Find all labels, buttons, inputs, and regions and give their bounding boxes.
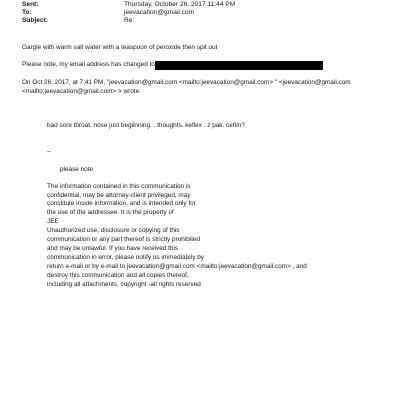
disclaimer-line: including all attachments. copyright -all rights reserved — [47, 281, 201, 288]
disclaimer-line: The information contained in this communication is — [47, 183, 191, 190]
sent-label: Sent: — [22, 1, 39, 8]
disclaimer-line: Unauthorized use, disclosure or copying of this — [47, 227, 180, 234]
signature-dashes: -- — [47, 148, 52, 155]
quote-header-line-1: On Oct 26, 2017, at 7:41 PM, "jeevacation@gmail.com <mailto:jeevacation@gmail.com> " <jeevacation@gmail.com — [22, 79, 351, 86]
sent-value: Thursday, October 26, 2017 11:44 PM — [124, 1, 236, 8]
please-note: please note — [60, 166, 94, 173]
disclaimer-line: and may be unlawful. If you have received this — [47, 245, 179, 252]
to-label: To: — [22, 9, 32, 16]
quoted-message: bad sore throat. nose just begiinning. . thoughts. keflex . z pak. ceftin? — [47, 122, 245, 129]
subject-label: Subject: — [22, 17, 49, 24]
reply-line: Gargle with warm salt water with a teaspoon of peroxide then spit out — [22, 44, 218, 51]
subject-value: Re: — [124, 17, 135, 24]
redaction-box — [155, 61, 323, 70]
disclaimer-line: communication in error, please notify us immediately by — [47, 254, 204, 261]
disclaimer-line: communication or any part thereof is strictly prohibited — [47, 236, 201, 243]
disclaimer-line: JEE — [47, 218, 59, 225]
quote-header-line-2: <mailto:jeevacation@gmail.com> > wrote: — [22, 88, 141, 95]
disclaimer-line: constitute inside information, and is intended only for — [47, 200, 196, 207]
disclaimer-line: return e-mail or by e-mail to jeevacation@gmail.com <mailto:jeevacation@gmail.com> , and — [47, 263, 307, 270]
email-changed-line: Please note, my email address has changed to — [22, 61, 155, 68]
disclaimer-line: the use of the addressee. It is the property of — [47, 209, 174, 216]
disclaimer-line: destroy this communication and all copies thereof, — [47, 272, 189, 279]
disclaimer-line: confidential, may be attorney-client privileged, may — [47, 192, 191, 199]
to-value: jeevacation@gmail.com — [124, 9, 195, 16]
